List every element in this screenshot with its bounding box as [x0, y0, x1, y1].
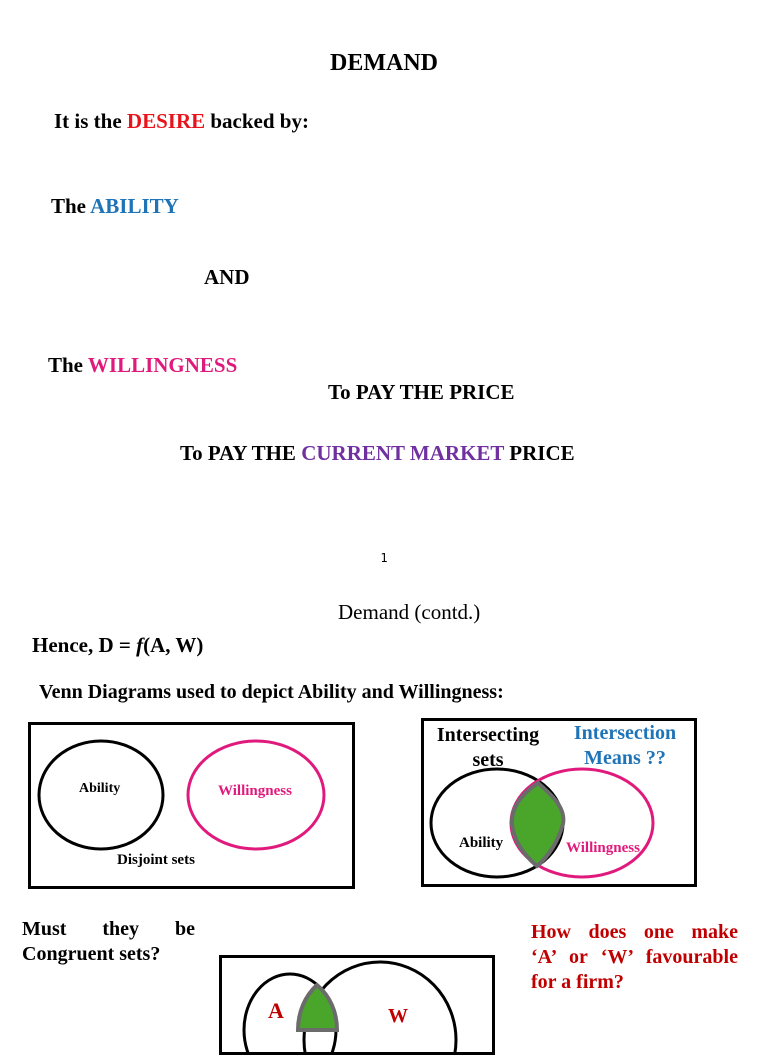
intersection-question-line2: Means ??	[584, 747, 666, 769]
congruent-question-line1: Must they be	[22, 918, 195, 940]
disjoint-ability-label: Ability	[79, 781, 121, 796]
congruent-w-label: W	[388, 1005, 408, 1027]
pay-current-pre: To PAY THE	[180, 441, 302, 465]
congruent-a-label: A	[268, 998, 284, 1023]
slide2-title: Demand (contd.)	[338, 600, 481, 624]
pay-price-line: To PAY THE PRICE	[328, 380, 515, 404]
current-market-keyword: CURRENT MARKET	[301, 441, 505, 465]
pay-current-post: PRICE	[504, 441, 575, 465]
intersecting-title-line1: Intersecting	[436, 724, 540, 746]
congruent-question-line2: Congruent sets?	[22, 943, 161, 965]
desire-line-post: backed by:	[205, 109, 309, 133]
intersect-ability-label: Ability	[459, 835, 504, 851]
formula-pre: Hence, D =	[32, 633, 137, 657]
willingness-line-pre: The	[48, 353, 88, 377]
disjoint-caption: Disjoint sets	[117, 852, 195, 868]
desire-keyword: DESIRE	[126, 109, 206, 133]
intersecting-title-line2: sets	[472, 749, 504, 771]
formula-post: (A, W)	[143, 633, 204, 657]
and-text: AND	[204, 265, 250, 289]
page-number: 1	[380, 551, 388, 565]
intersect-willingness-label: Willingness	[566, 840, 640, 856]
intersection-question-line1: Intersection	[573, 722, 677, 744]
disjoint-willingness-label: Willingness	[218, 783, 292, 799]
slide1-title: DEMAND	[330, 50, 438, 76]
firm-question	[531, 920, 738, 995]
firm-question-line3: for a firm?	[531, 971, 624, 993]
ability-line-pre: The	[51, 194, 91, 218]
congruent-intersection-region	[298, 985, 337, 1030]
firm-question-line1: How does one make	[531, 921, 738, 943]
willingness-keyword: WILLINGNESS	[87, 353, 238, 377]
ability-keyword: ABILITY	[90, 194, 179, 218]
firm-question-line2: ‘A’ or ‘W’ favourable	[531, 946, 738, 968]
venn-heading: Venn Diagrams used to depict Ability and Willingness:	[39, 681, 504, 703]
desire-line-pre: It is the	[54, 109, 127, 133]
formula-function: f	[136, 633, 144, 657]
